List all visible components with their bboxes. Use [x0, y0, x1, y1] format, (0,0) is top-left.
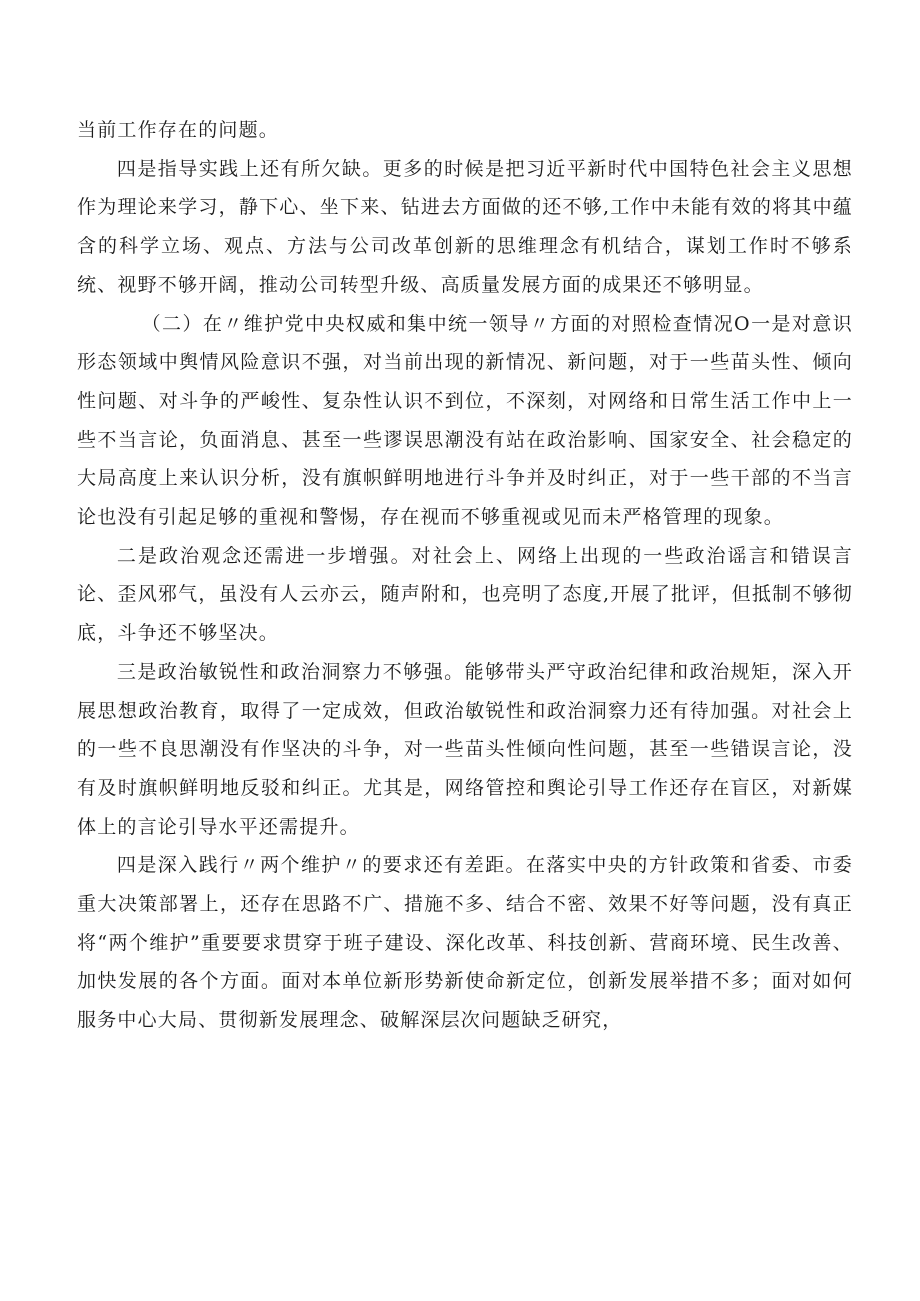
paragraph-political-awareness: 二是政治观念还需进一步增强。对社会上、网络上出现的一些政治谣言和错误言论、歪风邪气，虽没有人云亦云，随声附和，也亮明了态度,开展了批评，但抵制不够彻底，斗争还不够坚决。 — [77, 544, 853, 645]
document-body — [77, 111, 853, 1040]
paragraph-two-safeguards: 四是深入践行〃两个维护〃的要求还有差距。在落实中央的方针政策和省委、市委重大决策部署上，还存在思路不广、措施不多、结合不密、效果不好等问题，没有真正将“两个维护”重要要求贯穿于班子建设、深化改革、科技创新、营商环境、民生改善、加快发展的各个方面。面对本单位新形势新使命新定位，创新发展举措不多；面对如何服务中心大局、贯彻新发展理念、破解深层次问题缺乏研究， — [77, 854, 853, 1032]
paragraph-section-two-heading: （二）在〃维护党中央权威和集中统一领导〃方面的对照检查情况O一是对意识形态领域中舆情风险意识不强，对当前出现的新情况、新问题，对于一些苗头性、倾向性问题、对斗争的严峻性、复杂性认识不到位，不深刻，对网络和日常生活工作中上一些不当言论，负面消息、甚至一些谬误思潮没有站在政治影响、国家安全、社会稳定的大局高度上来认识分析，没有旗帜鲜明地进行斗争并及时纠正，对于一些干部的不当言论也没有引起足够的重视和警惕，存在视而不够重视或见而未严格管理的现象。 — [77, 312, 853, 529]
paragraph-continuation: 当前工作存在的问题。 — [77, 119, 280, 141]
paragraph-practice-shortcomings: 四是指导实践上还有所欠缺。更多的时候是把习近平新时代中国特色社会主义思想作为理论来学习，静下心、坐下来、钻进去方面做的还不够,工作中未能有效的将其中蕴含的科学立场、观点、方法与公司改革创新的思维理念有机结合，谋划工作时不够系统、视野不够开阔，推动公司转型升级、高质量发展方面的成果还不够明显。 — [77, 157, 853, 296]
paragraph-political-sensitivity: 三是政治敏锐性和政治洞察力不够强。能够带头严守政治纪律和政治规矩，深入开展思想政治教育，取得了一定成效，但政治敏锐性和政治洞察力还有待加强。对社会上的一些不良思潮没有作坚决的斗争，对一些苗头性倾向性问题，甚至一些错误言论，没有及时旗帜鲜明地反驳和纠正。尤其是，网络管控和舆论引导工作还存在盲区，对新媒体上的言论引导水平还需提升。 — [77, 660, 853, 838]
